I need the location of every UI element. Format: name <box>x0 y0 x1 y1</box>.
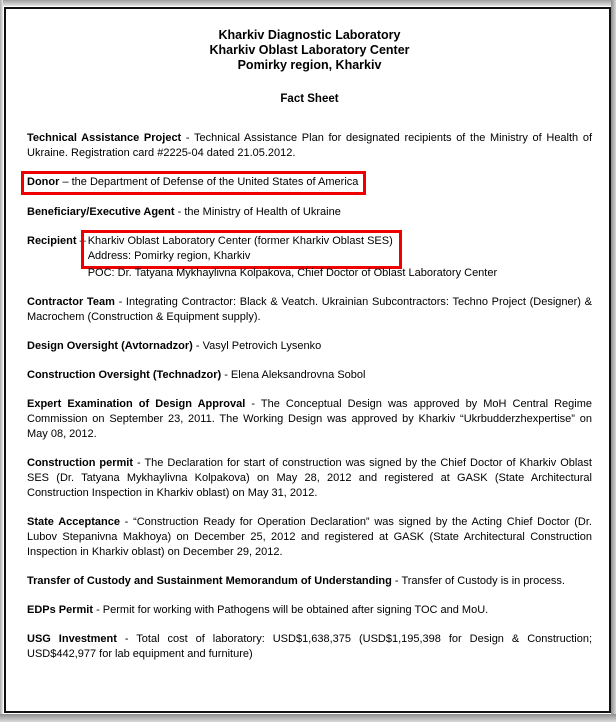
section-beneficiary <box>27 205 592 220</box>
section-text: - Technical Assistance Plan for designated recipients of the Ministry of Health of Ukraine. Registration card #2225-04 dated 21.05.2012. <box>27 132 593 159</box>
section-text: - Permit for working with Pathogens will be obtained after signing TOC and MoU. <box>93 604 489 616</box>
section-label: Expert Examination of Design Approval <box>27 398 246 410</box>
section-design-oversight <box>27 339 592 354</box>
section-text: - the Ministry of Health of Ukraine <box>174 206 341 218</box>
section-label: Technical Assistance Project <box>27 132 182 144</box>
document-page <box>4 7 611 713</box>
section-label: Design Oversight (Avtornadzor) <box>27 340 193 352</box>
recipient-label <box>27 234 86 249</box>
section-label: Transfer of Custody and Sustainment Memorandum of Understanding <box>27 575 392 587</box>
page-shadow-top <box>0 0 616 6</box>
title-line-1: Kharkiv Diagnostic Laboratory <box>218 28 401 42</box>
section-text: - Elena Aleksandrovna Sobol <box>221 369 366 381</box>
section-text: - Total cost of laboratory: USD$1,638,375 (USD$1,195,398 for Design & Construction; USD$442,977 for lab equipment and furniture) <box>27 633 593 660</box>
section-usg-investment <box>27 632 592 662</box>
section-text: - The Conceptual Design was approved by MoH Central Regime Commission on September 23, 2011. The Working Design was approved by Kharkiv “Ukrbudderzhexpertise” on May 08, 2012. <box>27 398 593 440</box>
section-state-acceptance <box>27 515 592 560</box>
section-text: - The Declaration for start of construction was signed by the Chief Doctor of Kharkiv Oblast SES (Dr. Tatyana Mykhaylivna Kolpakova) on May 28, 2012 and registered at GASK (State Architectural Construction Inspection in Kharkiv oblast) on May 31, 2012. <box>27 457 592 499</box>
title-line-2: Kharkiv Oblast Laboratory Center <box>209 43 410 57</box>
section-label: Construction Oversight (Technadzor) <box>27 369 222 381</box>
recipient-poc-line: POC: Dr. Tatyana Mykhaylivna Kolpakova, Chief Doctor of Oblast Laboratory Center <box>87 267 498 279</box>
section-contractor-team <box>27 295 592 325</box>
recipient-dash: – <box>76 235 86 247</box>
section-label: Donor <box>27 176 60 188</box>
fact-sheet-subtitle: Fact Sheet <box>280 93 339 105</box>
section-text: - Vasyl Petrovich Lysenko <box>192 340 322 352</box>
section-label: Construction permit <box>27 457 134 469</box>
section-label: Beneficiary/Executive Agent <box>27 206 175 218</box>
section-text: - “Construction Ready for Operation Declaration” was signed by the Acting Chief Doctor (Dr. Lubov Stepanivna Makhoya) on December 25, 2012 and registered at GASK (State Architectural Construction Inspection in Kharkiv oblast) on December 29, 2012. <box>27 516 592 558</box>
section-construction-oversight <box>27 368 592 383</box>
section-construction-permit <box>27 456 592 501</box>
section-text: – the Department of Defense of the United States of America <box>59 176 359 188</box>
donor-highlight-box <box>21 171 366 195</box>
section-label: Recipient <box>27 235 77 247</box>
section-text: - Integrating Contractor: Black & Veatch. Ukrainian Subcontractors: Techno Project (Designer) & Macrochem (Construction & Equipment supply). <box>27 296 593 323</box>
page-shadow-right <box>611 0 616 722</box>
section-donor <box>27 175 592 191</box>
section-label: Contractor Team <box>27 296 115 308</box>
recipient-org-line: Kharkiv Oblast Laboratory Center (former Kharkiv Oblast SES) <box>87 235 393 247</box>
document-header <box>27 28 592 107</box>
recipient-highlight-box <box>81 230 402 269</box>
section-text: - Transfer of Custody is in process. <box>391 575 565 587</box>
section-expert-examination <box>27 397 592 442</box>
document-body <box>27 131 592 662</box>
section-edps-permit <box>27 603 592 618</box>
page-shadow-left <box>0 0 3 722</box>
section-transfer-custody <box>27 574 592 589</box>
section-technical-assistance <box>27 131 592 161</box>
title-line-3: Pomirky region, Kharkiv <box>237 58 382 72</box>
section-label: State Acceptance <box>27 516 120 528</box>
section-label: USG Investment <box>27 633 117 645</box>
section-recipient <box>27 234 592 281</box>
recipient-address-line: Address: Pomirky region, Kharkiv <box>87 250 251 262</box>
page-shadow-bottom <box>0 714 616 722</box>
recipient-details <box>88 234 497 281</box>
section-label: EDPs Permit <box>27 604 94 616</box>
